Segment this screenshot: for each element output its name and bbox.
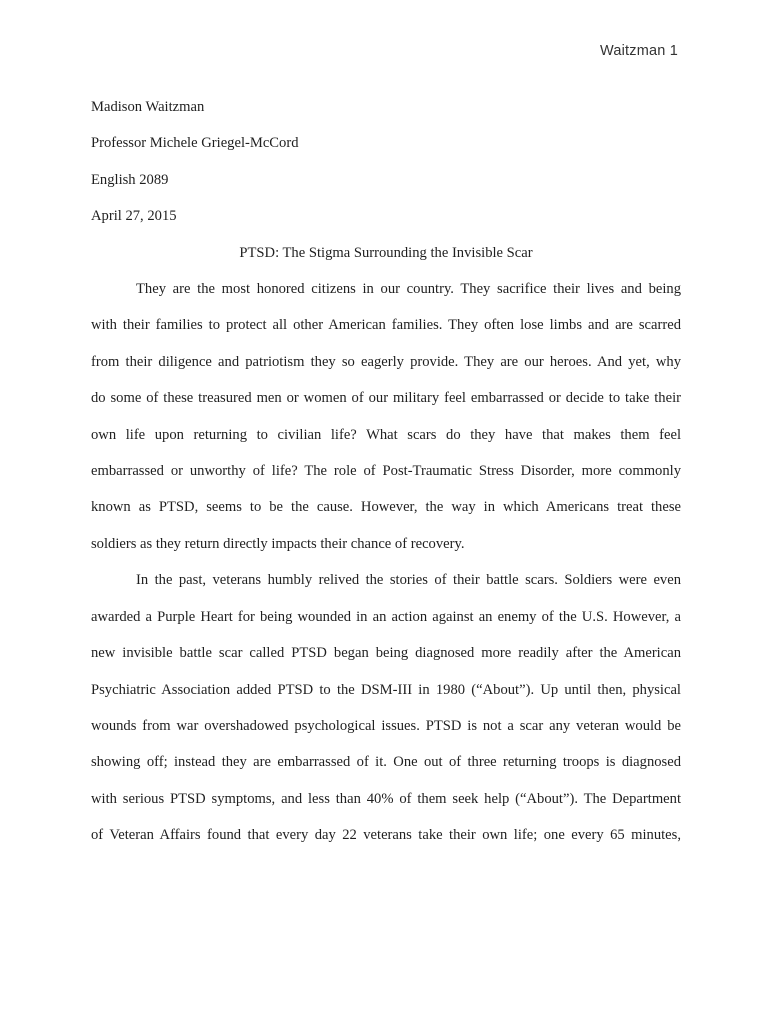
paragraph-line: new invisible battle scar called PTSD began being diagnosed more readily after the American [91,645,681,662]
running-head: Waitzman 1 [599,43,678,59]
paragraph-line: own life upon returning to civilian life? What scars do they have that makes them feel [91,426,681,443]
paragraph-line: Psychiatric Association added PTSD to the DSM-III in 1980 (“About”). Up until then, physical [91,681,681,698]
paragraph-line: with their families to protect all other American families. They often lose limbs and are scarred [91,317,681,334]
paragraph-line: embarrassed or unworthy of life? The role of Post-Traumatic Stress Disorder, more commonly [91,463,681,480]
paragraph-line: wounds from war overshadowed psychological issues. PTSD is not a scar any veteran would be [91,717,681,734]
paragraph-line: awarded a Purple Heart for being wounded in an action against an enemy of the U.S. However, a [91,608,681,625]
paragraph-1 [91,271,681,562]
professor-name: Professor Michele Griegel-McCord [91,135,299,152]
author-name: Madison Waitzman [91,99,205,115]
paragraph-line: of Veteran Affairs found that every day 22 veterans take their own life; one every 65 minutes, [91,827,681,844]
paragraph-line: known as PTSD, seems to be the cause. However, the way in which Americans treat these [91,499,681,516]
essay-body [91,89,681,854]
paragraph-line: In the past, veterans humbly relived the stories of their battle scars. Soldiers were even [136,572,681,589]
paragraph-line: They are the most honored citizens in our country. They sacrifice their lives and being [136,281,681,298]
paragraph-line: showing off; instead they are embarrassed of it. One out of three returning troops is diagnosed [91,754,681,771]
course-name: English 2089 [91,171,169,188]
paragraph-line: do some of these treasured men or women of our military feel embarrassed or decide to take their [91,390,681,407]
paragraph-line: from their diligence and patriotism they so eagerly provide. They are our heroes. And yet, why [91,353,681,370]
paragraph-line: soldiers as they return directly impacts their chance of recovery. [91,535,465,552]
essay-date: April 27, 2015 [91,208,177,225]
paragraph-2 [91,562,681,853]
essay-title: PTSD: The Stigma Surrounding the Invisible Scar [239,244,533,261]
paragraph-line: with serious PTSD symptoms, and less than 40% of them seek help (“About”). The Department [91,790,681,807]
